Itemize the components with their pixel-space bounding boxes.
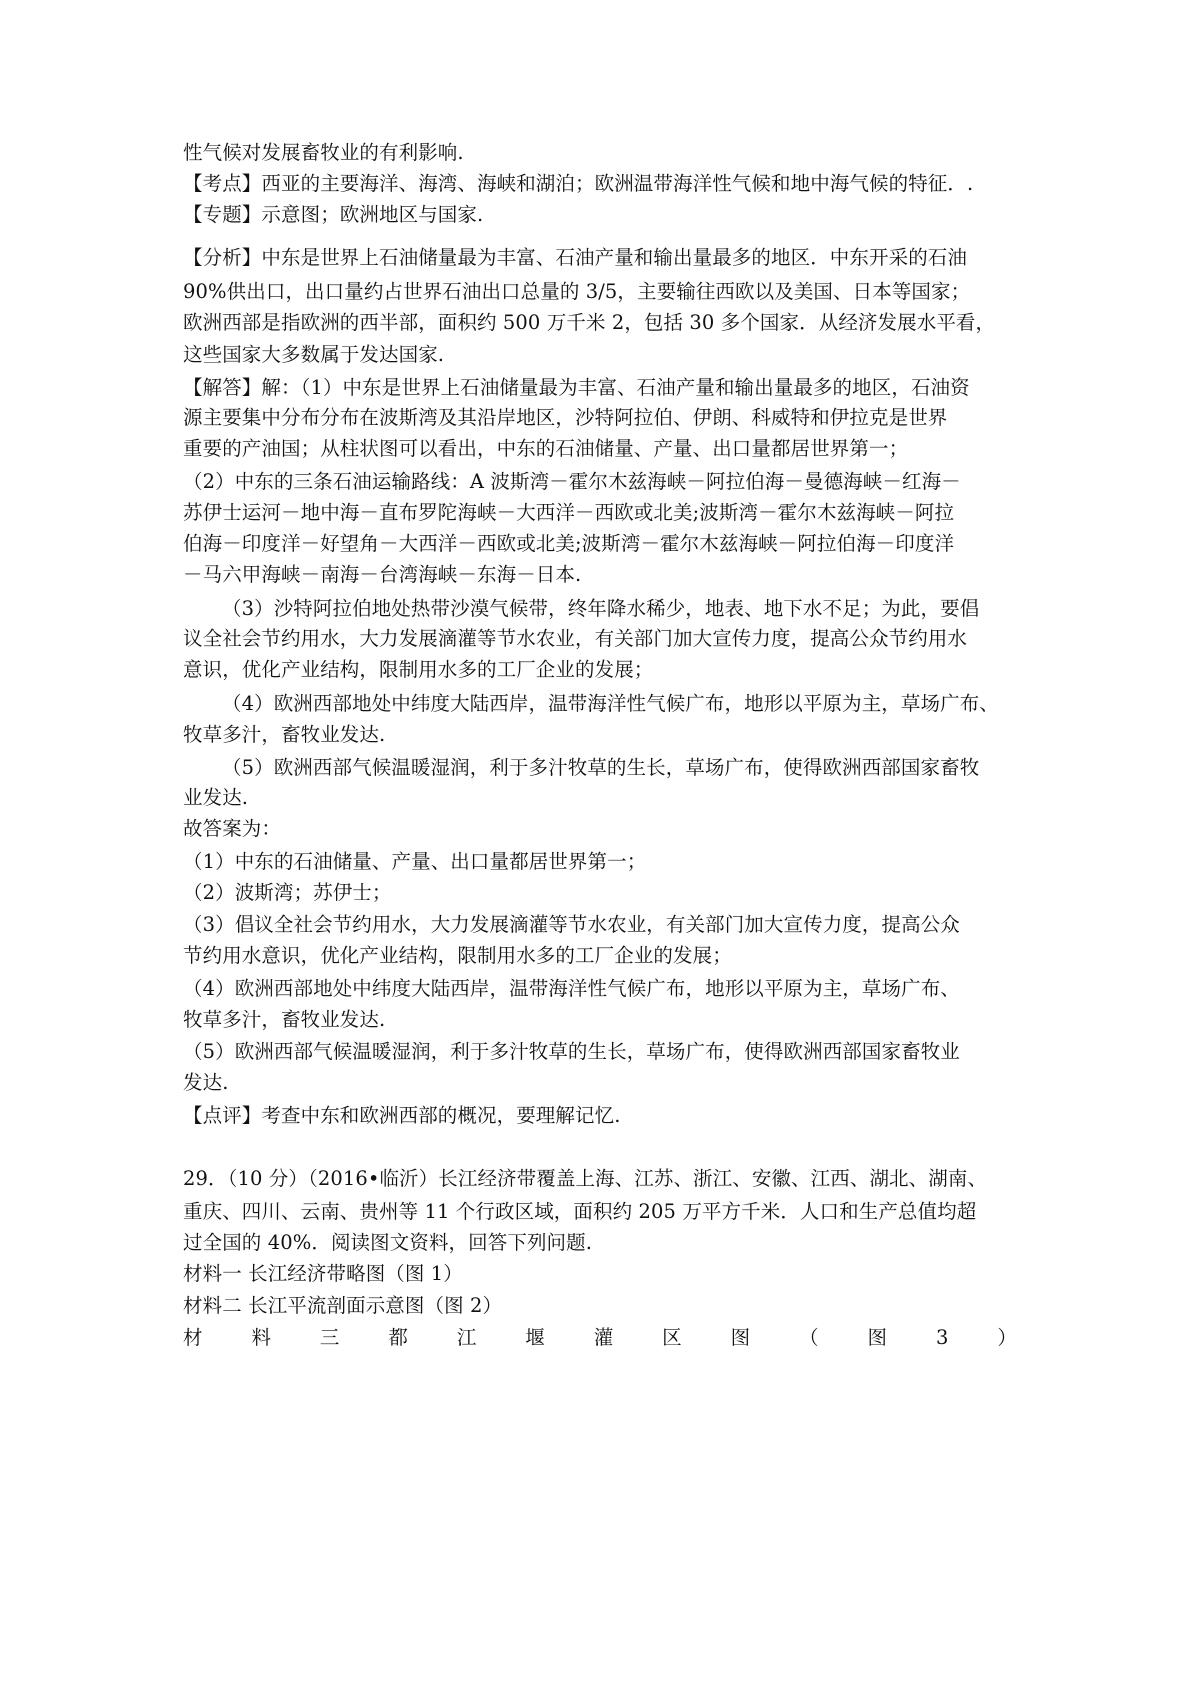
text-line: 【考点】西亚的主要海洋、海湾、海峡和湖泊；欧洲温带海洋性气候和地中海气候的特征．. bbox=[183, 172, 974, 195]
heading-char: 三 bbox=[319, 1326, 340, 1349]
text-line: 牧草多汁，畜牧业发达. bbox=[183, 1008, 386, 1031]
text-line: 29．（10 分）（2016•临沂）长江经济带覆盖上海、江苏、浙江、安徽、江西、湖北、湖南、 bbox=[183, 1167, 988, 1190]
heading-char: 区 bbox=[662, 1326, 682, 1349]
text-line: 【专题】示意图；欧洲地区与国家. bbox=[183, 203, 484, 226]
text-line: 90%供出口，出口量约占世界石油出口总量的 3/5，主要输往西欧以及美国、日本等国家； bbox=[183, 280, 971, 303]
heading-char: 图 bbox=[730, 1326, 751, 1349]
text-line: 节约用水意识，优化产业结构，限制用水多的工厂企业的发展； bbox=[183, 944, 732, 967]
text-line: 伯海－印度洋－好望角－大西洋－西欧或北美;波斯湾－霍尔木兹海峡－阿拉伯海－印度洋 bbox=[183, 532, 955, 555]
text-line: 材料二 长江平流剖面示意图（图 2） bbox=[183, 1294, 503, 1317]
heading-char: 都 bbox=[388, 1326, 408, 1349]
text-line: （5）欧洲西部气候温暖湿润，利于多汁牧草的生长，草场广布，使得欧洲西部国家畜牧业 bbox=[183, 1040, 960, 1063]
text-line: （5）欧洲西部气候温暖湿润，利于多汁牧草的生长，草场广布，使得欧洲西部国家畜牧 bbox=[222, 756, 980, 779]
text-line: 过全国的 40%．阅读图文资料，回答下列问题. bbox=[183, 1231, 593, 1254]
text-line: （4）欧洲西部地处中纬度大陆西岸，温带海洋性气候广布，地形以平原为主，草场广布、 bbox=[222, 692, 999, 715]
text-line: （2）中东的三条石油运输路线：A 波斯湾－霍尔木兹海峡－阿拉伯海－曼德海峡－红海－ bbox=[183, 470, 961, 493]
heading-char: 灌 bbox=[593, 1326, 614, 1349]
heading-char: 江 bbox=[456, 1326, 477, 1349]
heading-char: 堰 bbox=[525, 1326, 545, 1349]
text-line: 重庆、四川、云南、贵州等 11 个行政区域，面积约 205 万平方千米．人口和生产总值均超 bbox=[183, 1200, 977, 1223]
text-line: 议全社会节约用水，大力发展滴灌等节水农业，有关部门加大宣传力度，提高公众节约用水 bbox=[183, 627, 968, 650]
text-line: （3）沙特阿拉伯地处热带沙漠气候带，终年降水稀少，地表、地下水不足；为此，要倡 bbox=[222, 597, 980, 620]
text-line: （3）倡议全社会节约用水，大力发展滴灌等节水农业，有关部门加大宣传力度，提高公众 bbox=[183, 913, 960, 936]
heading-char: 3 bbox=[935, 1326, 949, 1349]
heading-char: 图 bbox=[867, 1326, 888, 1349]
material-three-heading bbox=[183, 1328, 1017, 1348]
heading-char: 材 bbox=[183, 1326, 203, 1349]
text-line: 【分析】中东是世界上石油储量最为丰富、石油产量和输出量最多的地区．中东开采的石油 bbox=[183, 246, 968, 269]
text-line: 【解答】解：（1）中东是世界上石油储量最为丰富、石油产量和输出量最多的地区，石油资 bbox=[183, 376, 970, 399]
text-line: 故答案为： bbox=[183, 817, 282, 840]
text-line: 苏伊士运河－地中海－直布罗陀海峡－大西洋－西欧或北美;波斯湾－霍尔木兹海峡－阿拉 bbox=[183, 501, 955, 524]
text-line: 【点评】考查中东和欧洲西部的概况，要理解记忆. bbox=[183, 1104, 621, 1127]
heading-char: （ bbox=[799, 1326, 819, 1349]
text-line: （2）波斯湾；苏伊士； bbox=[183, 881, 392, 904]
text-line: －马六甲海峡－南海－台湾海峡－东海－日本. bbox=[183, 563, 582, 586]
heading-char: 料 bbox=[251, 1326, 272, 1349]
text-line: 源主要集中分布分布在波斯湾及其沿岸地区，沙特阿拉伯、伊朗、科威特和伊拉克是世界 bbox=[183, 406, 948, 429]
text-line: 欧洲西部是指欧洲的西半部，面积约 500 万千米 2，包括 30 多个国家．从经济发展水平看， bbox=[183, 311, 996, 334]
text-line: 性气候对发展畜牧业的有利影响. bbox=[183, 141, 464, 164]
text-line: （1）中东的石油储量、产量、出口量都居世界第一； bbox=[183, 850, 647, 873]
text-line: 牧草多汁，畜牧业发达. bbox=[183, 723, 386, 746]
text-line: 材料一 长江经济带略图（图 1） bbox=[183, 1262, 463, 1285]
text-line: 业发达. bbox=[183, 786, 249, 809]
text-line: 意识，优化产业结构，限制用水多的工厂企业的发展； bbox=[183, 658, 654, 681]
text-line: （4）欧洲西部地处中纬度大陆西岸，温带海洋性气候广布，地形以平原为主，草场广布、 bbox=[183, 977, 960, 1000]
text-line: 重要的产油国；从柱状图可以看出，中东的石油储量、产量、出口量都居世界第一； bbox=[183, 437, 909, 460]
text-line: 这些国家大多数属于发达国家. bbox=[183, 343, 445, 366]
heading-char: ） bbox=[997, 1326, 1017, 1349]
text-line: 发达. bbox=[183, 1071, 229, 1094]
